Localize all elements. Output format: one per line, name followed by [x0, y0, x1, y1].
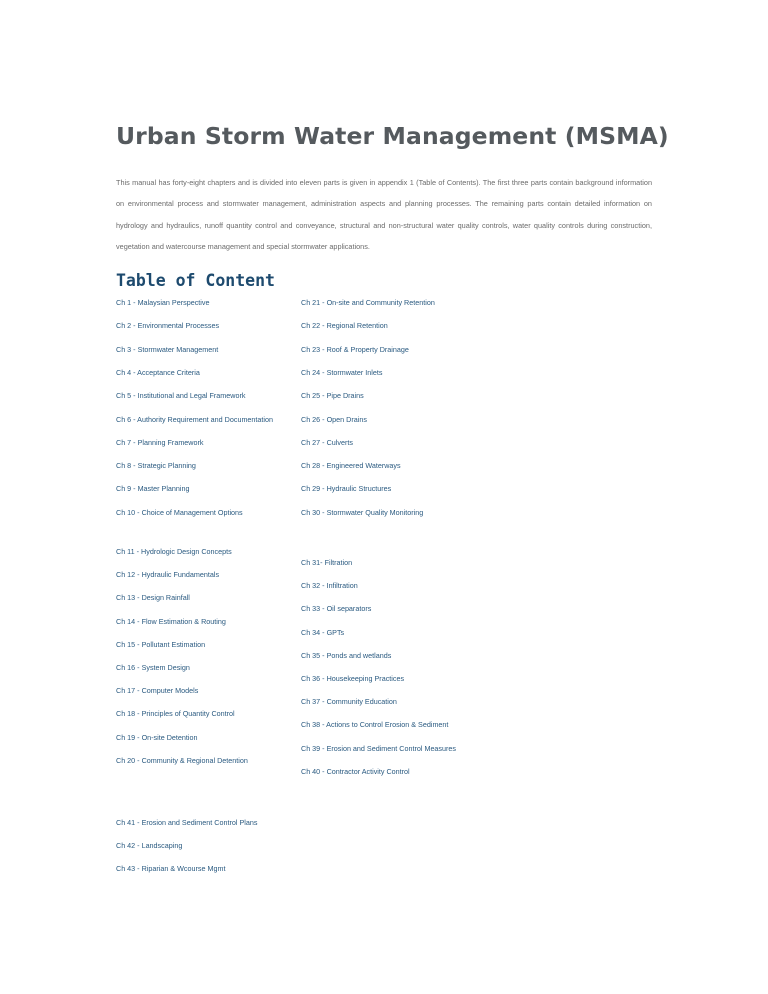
- toc-link-ch-40[interactable]: Ch 40 - Contractor Activity Control: [301, 766, 410, 776]
- toc-link-ch-32[interactable]: Ch 32 - Infiltration: [301, 581, 358, 591]
- toc-link-ch-30[interactable]: Ch 30 - Stormwater Quality Monitoring: [301, 507, 424, 517]
- toc-link-ch-23[interactable]: Ch 23 - Roof & Property Drainage: [301, 344, 409, 354]
- toc-link-ch-43[interactable]: Ch 43 - Riparian & Wcourse Mgmt: [116, 864, 226, 874]
- toc-link-ch-34[interactable]: Ch 34 - GPTs: [301, 627, 345, 637]
- toc-link-ch-8[interactable]: Ch 8 - Strategic Planning: [116, 461, 196, 471]
- toc-link-ch-19[interactable]: Ch 19 - On-site Detention: [116, 732, 198, 742]
- intro-paragraph: This manual has forty-eight chapters and is divided into eleven parts is given in appendix 1 (Table of Contents). The first three parts contain background information on environmental process and stormwater management, administration aspects and planning processes. The remaining parts contain detailed information on hydrology and hydraulics, runoff quantity control and conveyance, structural and non-structural water quality controls, water quality controls during construction, vegetation and watercourse management and special stormwater applications.: [116, 178, 652, 251]
- toc-link-ch-5[interactable]: Ch 5 - Institutional and Legal Framework: [116, 391, 246, 401]
- toc-link-ch-36[interactable]: Ch 36 - Housekeeping Practices: [301, 674, 405, 683]
- toc-link-ch-38[interactable]: Ch 38 - Actions to Control Erosion & Sediment: [301, 720, 449, 730]
- toc-link-ch-4[interactable]: Ch 4 - Acceptance Criteria: [116, 367, 200, 377]
- toc-link-ch-2[interactable]: Ch 2 - Environmental Processes: [116, 321, 220, 331]
- toc-link-ch-42[interactable]: Ch 42 - Landscaping: [116, 841, 183, 851]
- toc-link-ch-12[interactable]: Ch 12 - Hydraulic Fundamentals: [116, 570, 220, 580]
- toc-link-ch-39[interactable]: Ch 39 - Erosion and Sediment Control Measures: [301, 743, 457, 753]
- toc-link-ch-26[interactable]: Ch 26 - Open Drains: [301, 414, 367, 424]
- toc-link-ch-6[interactable]: Ch 6 - Authority Requirement and Documentation: [116, 414, 274, 424]
- toc-link-ch-11[interactable]: Ch 11 - Hydrologic Design Concepts: [116, 547, 232, 556]
- toc-link-ch-27[interactable]: Ch 27 - Culverts: [301, 437, 353, 447]
- page-title: Urban Storm Water Management (MSMA): [116, 121, 669, 150]
- toc-link-ch-22[interactable]: Ch 22 - Regional Retention: [301, 321, 388, 331]
- toc-link-ch-7[interactable]: Ch 7 - Planning Framework: [116, 437, 204, 447]
- toc-link-ch-29[interactable]: Ch 29 - Hydraulic Structures: [301, 484, 392, 494]
- toc-link-ch-21[interactable]: Ch 21 - On-site and Community Retention: [301, 298, 435, 307]
- toc-link-ch-33[interactable]: Ch 33 - Oil separators: [301, 604, 372, 614]
- toc-link-ch-37[interactable]: Ch 37 - Community Education: [301, 697, 397, 707]
- toc-link-ch-35[interactable]: Ch 35 - Ponds and wetlands: [301, 650, 392, 660]
- toc-link-ch-1[interactable]: Ch 1 - Malaysian Perspective: [116, 298, 210, 307]
- toc-link-ch-41[interactable]: Ch 41 - Erosion and Sediment Control Plans: [116, 818, 258, 827]
- toc-link-ch-20[interactable]: Ch 20 - Community & Regional Detention: [116, 755, 248, 765]
- toc-link-ch-25[interactable]: Ch 25 - Pipe Drains: [301, 391, 364, 401]
- toc-link-ch-31[interactable]: Ch 31- Filtration: [301, 558, 353, 567]
- toc-link-ch-3[interactable]: Ch 3 - Stormwater Management: [116, 344, 219, 354]
- toc-link-ch-15[interactable]: Ch 15 - Pollutant Estimation: [116, 639, 206, 649]
- toc-link-ch-18[interactable]: Ch 18 - Principles of Quantity Control: [116, 709, 235, 719]
- toc-link-ch-13[interactable]: Ch 13 - Design Rainfall: [116, 593, 190, 603]
- toc-link-ch-16[interactable]: Ch 16 - System Design: [116, 663, 190, 672]
- toc-link-ch-9[interactable]: Ch 9 - Master Planning: [116, 484, 190, 494]
- toc-link-ch-17[interactable]: Ch 17 - Computer Models: [116, 686, 199, 696]
- toc-link-ch-28[interactable]: Ch 28 - Engineered Waterways: [301, 461, 401, 471]
- toc-link-ch-24[interactable]: Ch 24 - Stormwater Inlets: [301, 367, 383, 377]
- toc-link-ch-14[interactable]: Ch 14 - Flow Estimation & Routing: [116, 616, 226, 626]
- toc-heading: Table of Content: [116, 270, 275, 290]
- toc-link-ch-10[interactable]: Ch 10 - Choice of Management Options: [116, 507, 243, 517]
